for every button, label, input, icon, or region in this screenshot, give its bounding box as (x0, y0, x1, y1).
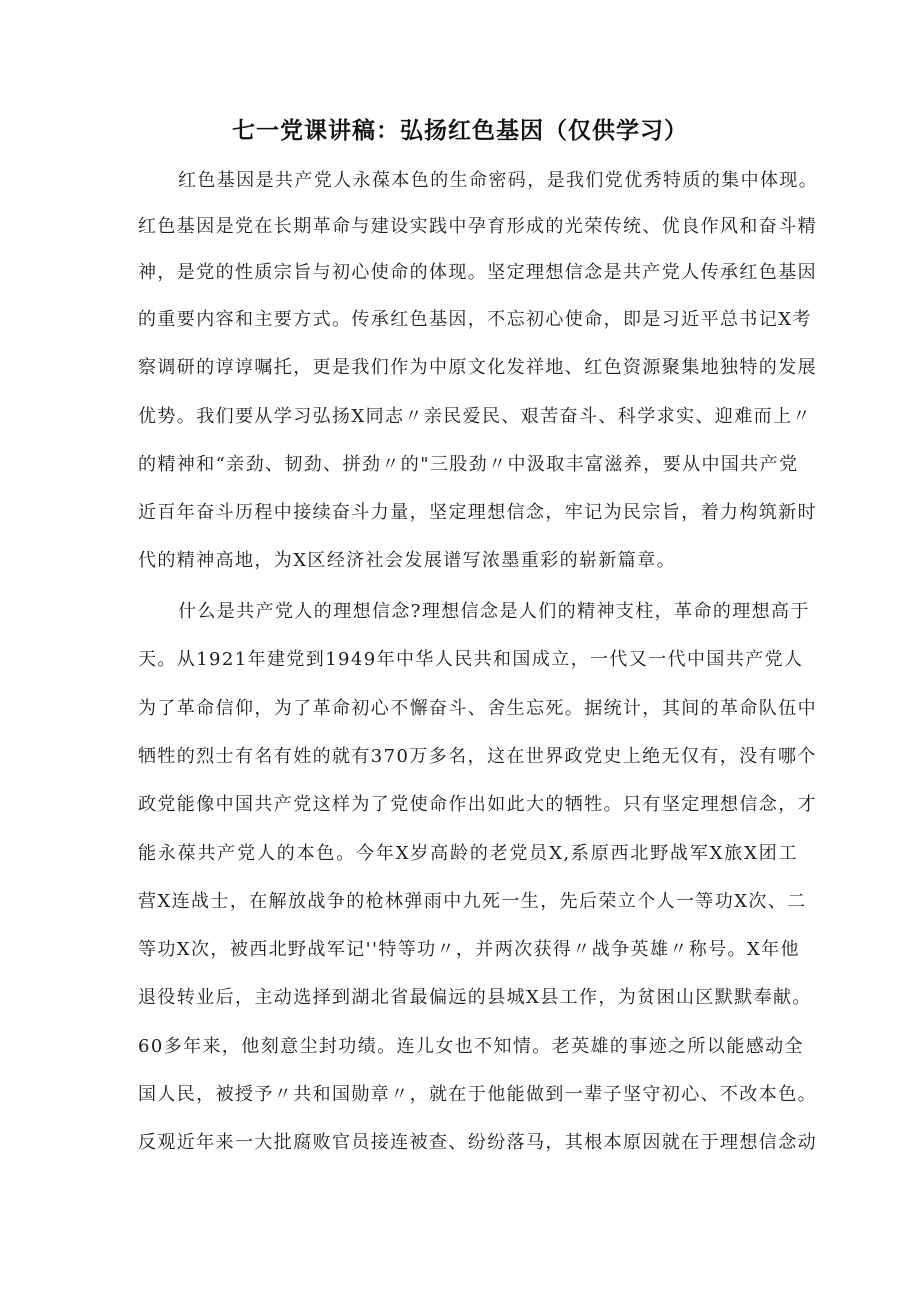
paragraph-line: 近百年奋斗历程中接续奋斗力量，坚定理想信念，牢记为民宗旨，着力构筑新时 (138, 502, 817, 523)
document-title: 七一党课讲稿：弘扬红色基因（仅供学习） (232, 118, 688, 144)
paragraph-line: 牺牲的烈士有名有姓的就有370万多名，这在世界政党史上绝无仅有，没有哪个 (138, 746, 817, 767)
paragraph-line: 神，是党的性质宗旨与初心使命的体现。坚定理想信念是共产党人传承红色基因 (138, 262, 817, 283)
paragraph-line: 红色基因是共产党人永葆本色的生命密码，是我们党优秀特质的集中体现。 (178, 170, 819, 191)
paragraph-line: 优势。我们要从学习弘扬X同志〃亲民爱民、艰苦奋斗、科学求实、迎难而上〃 (138, 406, 812, 427)
paragraph-line: 为了革命信仰，为了革命初心不懈奋斗、舍生忘死。据统计，其间的革命队伍中 (138, 698, 817, 719)
paragraph-line: 政党能像中国共产党这样为了党使命作出如此大的牺牲。只有坚定理想信念，才 (138, 794, 817, 815)
paragraph-line: 的重要内容和主要方式。传承红色基因，不忘初心使命，即是习近平总书记X考 (138, 309, 812, 330)
paragraph-line: 营X连战士，在解放战争的枪林弹雨中九死一生，先后荣立个人一等功X次、二 (138, 891, 807, 912)
paragraph-line: 等功X次，被西北野战军记''特等功〃，并两次获得〃战争英雄〃称号。X年他 (138, 939, 800, 960)
paragraph-line: 反观近年来一大批腐败官员接连被查、纷纷落马，其根本原因就在于理想信念动 (138, 1132, 817, 1153)
paragraph-line: 60多年来，他刻意尘封功绩。连儿女也不知情。老英雄的事迹之所以能感动全 (138, 1036, 804, 1057)
paragraph-line: 国人民，被授予〃共和国勋章〃，就在于他能做到一辈子坚守初心、不改本色。 (138, 1084, 817, 1105)
paragraph-line: 察调研的谆谆嘱托，更是我们作为中原文化发祥地、红色资源聚集地独特的发展 (138, 357, 817, 378)
paragraph-line: 的精神和“亲劲、韧劲、拼劲〃的"三股劲〃中汲取丰富滋养，要从中国共产党 (138, 454, 799, 475)
paragraph-line: 红色基因是党在长期革命与建设实践中孕育形成的光荣传统、优良作风和奋斗精 (138, 216, 817, 237)
paragraph-line: 退役转业后，主动选择到湖北省最偏远的县城X县工作，为贫困山区默默奉献。 (138, 987, 812, 1008)
paragraph-line: 代的精神高地，为X区经济社会发展谱写浓墨重彩的崭新篇章。 (138, 550, 677, 571)
paragraph-line: 能永葆共产党人的本色。今年X岁高龄的老党员X,系原西北野战军X旅X团工 (138, 843, 798, 864)
paragraph-line: 天。从1921年建党到1949年中华人民共和国成立，一代又一代中国共产党人 (138, 649, 804, 670)
paragraph-line: 什么是共产党人的理想信念?理想信念是人们的精神支柱，革命的理想高于 (178, 601, 810, 622)
